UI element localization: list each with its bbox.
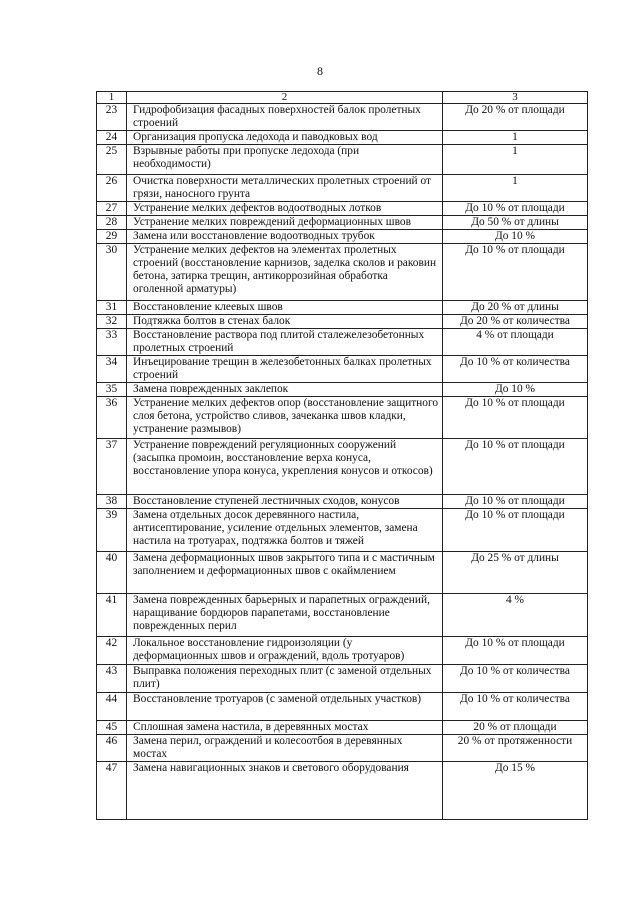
row-number: 43 [97, 665, 127, 693]
row-volume: До 10 % от количества [443, 693, 588, 721]
table-row [97, 552, 588, 594]
table-row [97, 383, 588, 397]
header-cell-volume: 3 [443, 92, 588, 104]
row-volume: До 15 % [443, 762, 588, 820]
row-number: 40 [97, 552, 127, 594]
row-number: 39 [97, 509, 127, 552]
row-description: Выправка положения переходных плит (с заменой отдельных плит) [127, 665, 443, 693]
row-volume: До 20 % от количества [443, 315, 588, 329]
works-table-body [97, 92, 588, 820]
row-number: 38 [97, 495, 127, 509]
row-description: Сплошная замена настила, в деревянных мостах [127, 721, 443, 735]
row-number: 46 [97, 735, 127, 762]
table-row [97, 356, 588, 383]
table-row [97, 594, 588, 637]
row-volume: 20 % от протяженности [443, 735, 588, 762]
table-row [97, 509, 588, 552]
row-volume: До 10 % [443, 230, 588, 244]
table-row [97, 329, 588, 356]
row-volume: 4 % от площади [443, 329, 588, 356]
row-volume: 1 [443, 175, 588, 202]
table-header-row [97, 92, 588, 104]
table-row [97, 216, 588, 230]
row-number: 44 [97, 693, 127, 721]
row-volume: До 10 % от площади [443, 439, 588, 495]
row-volume: До 20 % от площади [443, 104, 588, 131]
row-volume: До 50 % от длины [443, 216, 588, 230]
row-number: 27 [97, 202, 127, 216]
row-number: 42 [97, 637, 127, 665]
table-row [97, 693, 588, 721]
row-volume: До 10 % от площади [443, 202, 588, 216]
row-number: 26 [97, 175, 127, 202]
row-volume: До 10 % от площади [443, 495, 588, 509]
row-description: Подтяжка болтов в стенах балок [127, 315, 443, 329]
table-row [97, 175, 588, 202]
row-description: Устранение мелких дефектов на элементах пролетных строений (восстановление карнизов, заделка сколов и раковин бетона, затирка трещин, антикоррозийная обработка оголенной арматуры) [127, 244, 443, 301]
row-description: Замена или восстановление водоотводных трубок [127, 230, 443, 244]
row-volume: До 10 % от площади [443, 244, 588, 301]
row-number: 32 [97, 315, 127, 329]
table-row [97, 439, 588, 495]
table-row [97, 495, 588, 509]
row-volume: До 20 % от длины [443, 301, 588, 315]
row-volume: До 25 % от длины [443, 552, 588, 594]
row-description: Восстановление ступеней лестничных сходов, конусов [127, 495, 443, 509]
table-row [97, 202, 588, 216]
row-description: Устранение мелких дефектов опор (восстановление защитного слоя бетона, устройство сливов, зачеканка швов кладки, устранение размывов) [127, 397, 443, 439]
header-cell-number: 1 [97, 92, 127, 104]
row-description: Устранение мелких дефектов водоотводных лотков [127, 202, 443, 216]
row-volume: До 10 % от количества [443, 665, 588, 693]
table-row [97, 301, 588, 315]
table-row [97, 735, 588, 762]
table-row [97, 637, 588, 665]
row-number: 45 [97, 721, 127, 735]
table-row [97, 131, 588, 145]
table-row [97, 397, 588, 439]
row-volume: До 10 % от площади [443, 397, 588, 439]
table-row [97, 665, 588, 693]
row-description: Очистка поверхности металлических пролетных строений от грязи, наносного грунта [127, 175, 443, 202]
row-description: Восстановление тротуаров (с заменой отдельных участков) [127, 693, 443, 721]
row-volume: 4 % [443, 594, 588, 637]
table-row [97, 244, 588, 301]
row-description: Замена навигационных знаков и светового оборудования [127, 762, 443, 820]
row-number: 30 [97, 244, 127, 301]
row-number: 23 [97, 104, 127, 131]
row-description: Восстановление клеевых швов [127, 301, 443, 315]
row-description: Организация пропуска ледохода и паводковых вод [127, 131, 443, 145]
row-number: 37 [97, 439, 127, 495]
table-row [97, 721, 588, 735]
row-number: 28 [97, 216, 127, 230]
row-number: 24 [97, 131, 127, 145]
row-volume: До 10 % [443, 383, 588, 397]
row-volume: До 10 % от площади [443, 509, 588, 552]
row-volume: 20 % от площади [443, 721, 588, 735]
row-volume: 1 [443, 131, 588, 145]
row-number: 29 [97, 230, 127, 244]
row-description: Локальное восстановление гидроизоляции (у деформационных швов и ограждений, вдоль тротуаров) [127, 637, 443, 665]
row-description: Устранение повреждений регуляционных сооружений (засыпка промоин, восстановление верха конуса, восстановление упора конуса, укрепления конусов и откосов) [127, 439, 443, 495]
row-description: Замена отдельных досок деревянного настила, антисептирование, усиление отдельных элементов, замена настила на тротуарах, подтяжка болтов и тяжей [127, 509, 443, 552]
row-description: Устранение мелких повреждений деформационных швов [127, 216, 443, 230]
row-number: 25 [97, 145, 127, 175]
row-number: 35 [97, 383, 127, 397]
works-table [96, 91, 588, 820]
table-row [97, 145, 588, 175]
row-description: Восстановление раствора под плитой сталежелезобетонных пролетных строений [127, 329, 443, 356]
row-description: Взрывные работы при пропуске ледохода (при необходимости) [127, 145, 443, 175]
row-number: 36 [97, 397, 127, 439]
row-number: 33 [97, 329, 127, 356]
row-number: 34 [97, 356, 127, 383]
table-row [97, 104, 588, 131]
row-volume: До 10 % от площади [443, 637, 588, 665]
row-number: 31 [97, 301, 127, 315]
row-description: Замена деформационных швов закрытого типа и с мастичным заполнением и деформационных швов с окаймлением [127, 552, 443, 594]
row-description: Замена поврежденных барьерных и парапетных ограждений, наращивание бордюров парапетами, восстановление поврежденных перил [127, 594, 443, 637]
table-row [97, 315, 588, 329]
row-description: Замена перил, ограждений и колесоотбоя в деревянных мостах [127, 735, 443, 762]
row-number: 41 [97, 594, 127, 637]
row-number: 47 [97, 762, 127, 820]
row-description: Замена поврежденных заклепок [127, 383, 443, 397]
row-volume: 1 [443, 145, 588, 175]
row-description: Инъецирование трещин в железобетонных балках пролетных строений [127, 356, 443, 383]
row-description: Гидрофобизация фасадных поверхностей балок пролетных строений [127, 104, 443, 131]
header-cell-description: 2 [127, 92, 443, 104]
page-number: 8 [317, 64, 323, 78]
table-row [97, 762, 588, 820]
row-volume: До 10 % от количества [443, 356, 588, 383]
table-row [97, 230, 588, 244]
